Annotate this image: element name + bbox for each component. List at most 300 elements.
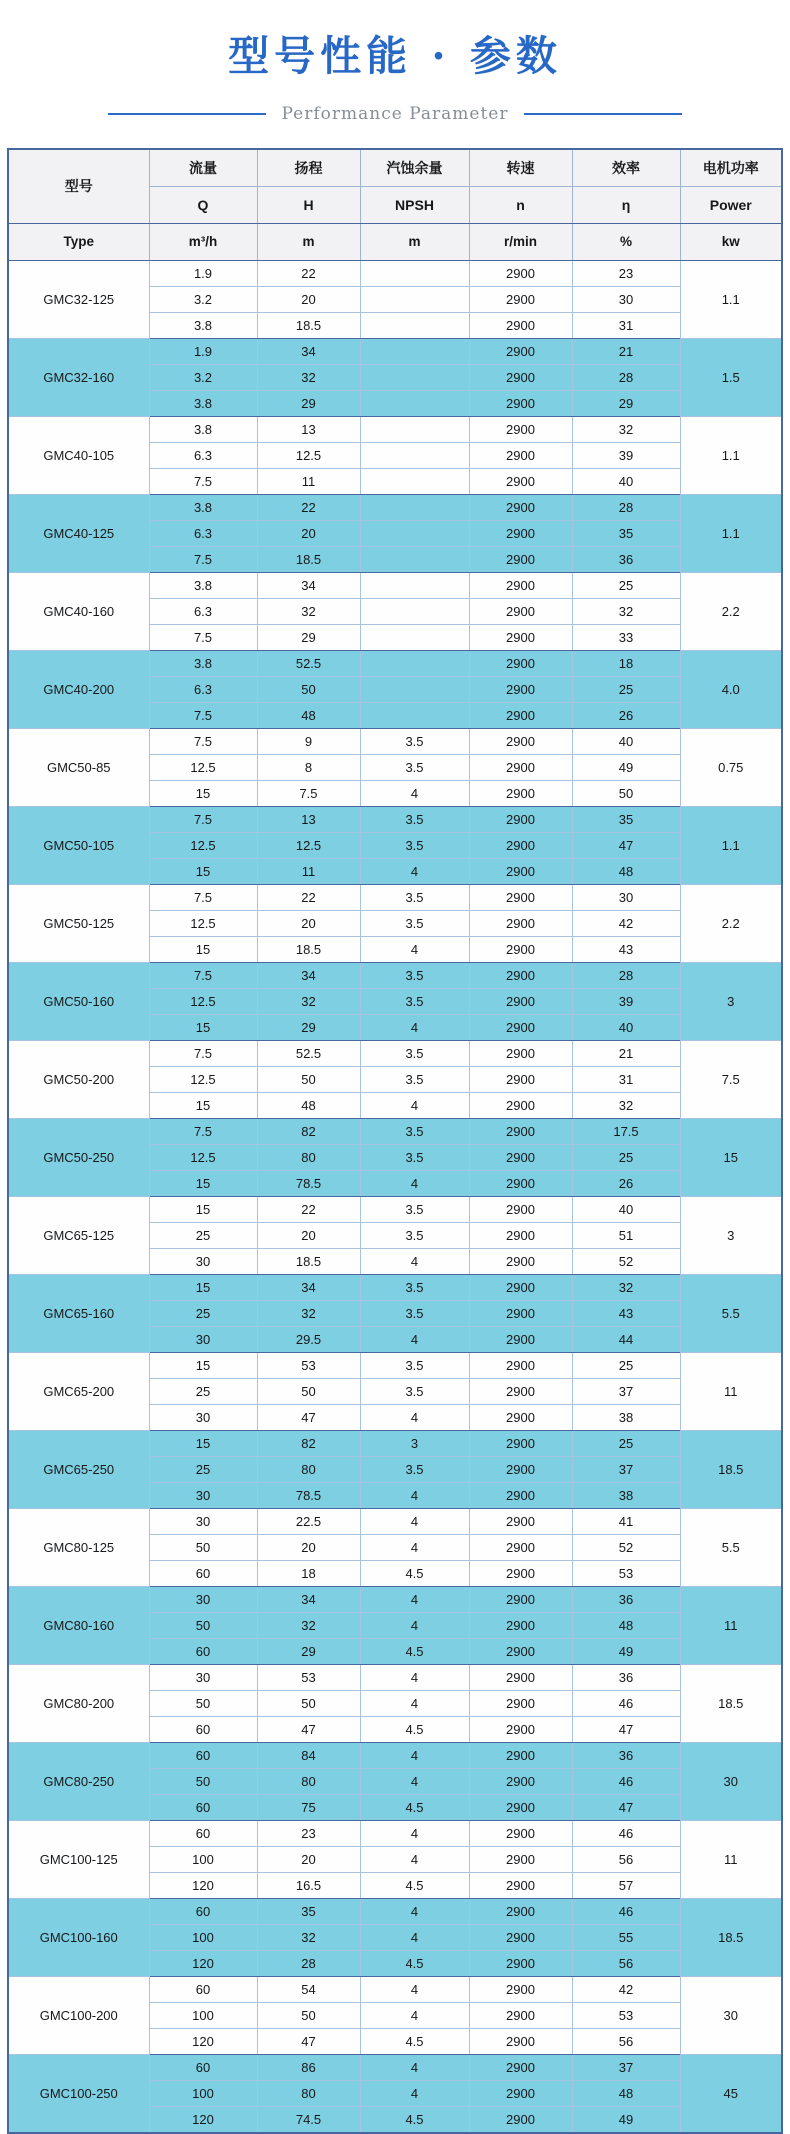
table-row bbox=[8, 1430, 782, 1456]
head-cell: 50 bbox=[257, 1690, 360, 1716]
head-cell: 34 bbox=[257, 338, 360, 364]
npsh-cell: 3 bbox=[360, 1430, 469, 1456]
efficiency-cell: 42 bbox=[572, 1976, 680, 2002]
head-cell: 47 bbox=[257, 1404, 360, 1430]
head-cell: 52.5 bbox=[257, 650, 360, 676]
npsh-cell: 4.5 bbox=[360, 1638, 469, 1664]
npsh-cell bbox=[360, 312, 469, 338]
head-cell: 78.5 bbox=[257, 1170, 360, 1196]
power-cell: 45 bbox=[680, 2054, 782, 2133]
head-cell: 80 bbox=[257, 1768, 360, 1794]
npsh-cell: 4.5 bbox=[360, 1950, 469, 1976]
head-cell: 29 bbox=[257, 390, 360, 416]
speed-cell: 2900 bbox=[469, 468, 572, 494]
flow-cell: 15 bbox=[149, 1430, 257, 1456]
npsh-cell: 3.5 bbox=[360, 806, 469, 832]
speed-cell: 2900 bbox=[469, 546, 572, 572]
model-cell: GMC80-160 bbox=[8, 1586, 149, 1664]
head-cell: 29 bbox=[257, 1014, 360, 1040]
col-header-npsh: 汽蚀余量 bbox=[360, 149, 469, 187]
npsh-cell: 4 bbox=[360, 1976, 469, 2002]
head-cell: 48 bbox=[257, 1092, 360, 1118]
efficiency-cell: 25 bbox=[572, 676, 680, 702]
speed-cell: 2900 bbox=[469, 1144, 572, 1170]
speed-cell: 2900 bbox=[469, 1040, 572, 1066]
table-header bbox=[8, 149, 782, 261]
speed-cell: 2900 bbox=[469, 936, 572, 962]
speed-cell: 2900 bbox=[469, 1066, 572, 1092]
power-cell: 1.1 bbox=[680, 260, 782, 338]
flow-cell: 25 bbox=[149, 1300, 257, 1326]
npsh-cell: 4 bbox=[360, 1846, 469, 1872]
flow-cell: 60 bbox=[149, 1716, 257, 1742]
efficiency-cell: 28 bbox=[572, 364, 680, 390]
speed-cell: 2900 bbox=[469, 962, 572, 988]
efficiency-cell: 48 bbox=[572, 858, 680, 884]
speed-cell: 2900 bbox=[469, 2054, 572, 2080]
speed-cell: 2900 bbox=[469, 1950, 572, 1976]
table-row bbox=[8, 1976, 782, 2002]
npsh-cell: 4 bbox=[360, 1924, 469, 1950]
efficiency-cell: 49 bbox=[572, 1638, 680, 1664]
col-header-head: 扬程 bbox=[257, 149, 360, 187]
efficiency-cell: 30 bbox=[572, 884, 680, 910]
head-cell: 22.5 bbox=[257, 1508, 360, 1534]
head-cell: 29 bbox=[257, 624, 360, 650]
speed-cell: 2900 bbox=[469, 338, 572, 364]
npsh-cell bbox=[360, 260, 469, 286]
speed-cell: 2900 bbox=[469, 1300, 572, 1326]
head-cell: 23 bbox=[257, 1820, 360, 1846]
col-symbol-speed: n bbox=[469, 186, 572, 223]
speed-cell: 2900 bbox=[469, 1170, 572, 1196]
npsh-cell: 3.5 bbox=[360, 728, 469, 754]
col-symbol-motor-power: Power bbox=[680, 186, 782, 223]
speed-cell: 2900 bbox=[469, 286, 572, 312]
subtitle-row bbox=[0, 104, 790, 124]
head-cell: 78.5 bbox=[257, 1482, 360, 1508]
npsh-cell bbox=[360, 702, 469, 728]
table-row bbox=[8, 416, 782, 442]
table-row bbox=[8, 962, 782, 988]
flow-cell: 60 bbox=[149, 1976, 257, 2002]
power-cell: 11 bbox=[680, 1586, 782, 1664]
speed-cell: 2900 bbox=[469, 1248, 572, 1274]
speed-cell: 2900 bbox=[469, 1196, 572, 1222]
efficiency-cell: 53 bbox=[572, 1560, 680, 1586]
npsh-cell: 3.5 bbox=[360, 962, 469, 988]
head-cell: 32 bbox=[257, 988, 360, 1014]
speed-cell: 2900 bbox=[469, 832, 572, 858]
power-cell: 5.5 bbox=[680, 1274, 782, 1352]
power-cell: 1.1 bbox=[680, 494, 782, 572]
power-cell: 3 bbox=[680, 1196, 782, 1274]
power-cell: 1.1 bbox=[680, 806, 782, 884]
flow-cell: 60 bbox=[149, 1742, 257, 1768]
table-row bbox=[8, 1586, 782, 1612]
speed-cell: 2900 bbox=[469, 1378, 572, 1404]
speed-cell: 2900 bbox=[469, 780, 572, 806]
head-cell: 13 bbox=[257, 806, 360, 832]
speed-cell: 2900 bbox=[469, 728, 572, 754]
model-cell: GMC100-250 bbox=[8, 2054, 149, 2133]
table-row bbox=[8, 806, 782, 832]
npsh-cell: 4 bbox=[360, 1092, 469, 1118]
power-cell: 0.75 bbox=[680, 728, 782, 806]
efficiency-cell: 51 bbox=[572, 1222, 680, 1248]
flow-cell: 30 bbox=[149, 1248, 257, 1274]
power-cell: 30 bbox=[680, 1976, 782, 2054]
head-cell: 53 bbox=[257, 1352, 360, 1378]
head-cell: 22 bbox=[257, 884, 360, 910]
efficiency-cell: 44 bbox=[572, 1326, 680, 1352]
speed-cell: 2900 bbox=[469, 1326, 572, 1352]
model-cell: GMC65-250 bbox=[8, 1430, 149, 1508]
power-cell: 2.2 bbox=[680, 572, 782, 650]
flow-cell: 30 bbox=[149, 1586, 257, 1612]
model-cell: GMC80-125 bbox=[8, 1508, 149, 1586]
flow-cell: 1.9 bbox=[149, 260, 257, 286]
power-cell: 18.5 bbox=[680, 1898, 782, 1976]
model-cell: GMC40-105 bbox=[8, 416, 149, 494]
npsh-cell: 3.5 bbox=[360, 754, 469, 780]
col-unit-motor-power: kw bbox=[680, 223, 782, 260]
flow-cell: 15 bbox=[149, 1014, 257, 1040]
head-cell: 48 bbox=[257, 702, 360, 728]
speed-cell: 2900 bbox=[469, 364, 572, 390]
speed-cell: 2900 bbox=[469, 416, 572, 442]
speed-cell: 2900 bbox=[469, 1456, 572, 1482]
speed-cell: 2900 bbox=[469, 1846, 572, 1872]
table-row bbox=[8, 1352, 782, 1378]
speed-cell: 2900 bbox=[469, 624, 572, 650]
head-cell: 32 bbox=[257, 1612, 360, 1638]
efficiency-cell: 46 bbox=[572, 1898, 680, 1924]
speed-cell: 2900 bbox=[469, 1716, 572, 1742]
col-symbol-head: H bbox=[257, 186, 360, 223]
efficiency-cell: 36 bbox=[572, 1586, 680, 1612]
table-row bbox=[8, 1664, 782, 1690]
head-cell: 32 bbox=[257, 1924, 360, 1950]
table-row bbox=[8, 572, 782, 598]
efficiency-cell: 56 bbox=[572, 1846, 680, 1872]
flow-cell: 15 bbox=[149, 1352, 257, 1378]
flow-cell: 3.2 bbox=[149, 286, 257, 312]
flow-cell: 12.5 bbox=[149, 1144, 257, 1170]
speed-cell: 2900 bbox=[469, 1690, 572, 1716]
speed-cell: 2900 bbox=[469, 1430, 572, 1456]
head-cell: 80 bbox=[257, 2080, 360, 2106]
npsh-cell bbox=[360, 364, 469, 390]
header-row-units bbox=[8, 223, 782, 260]
speed-cell: 2900 bbox=[469, 1924, 572, 1950]
efficiency-cell: 57 bbox=[572, 1872, 680, 1898]
head-cell: 74.5 bbox=[257, 2106, 360, 2133]
speed-cell: 2900 bbox=[469, 1664, 572, 1690]
efficiency-cell: 46 bbox=[572, 1820, 680, 1846]
efficiency-cell: 25 bbox=[572, 1430, 680, 1456]
subtitle-line-left bbox=[108, 113, 266, 115]
efficiency-cell: 43 bbox=[572, 936, 680, 962]
power-cell: 2.2 bbox=[680, 884, 782, 962]
npsh-cell bbox=[360, 676, 469, 702]
npsh-cell: 4 bbox=[360, 2054, 469, 2080]
flow-cell: 25 bbox=[149, 1378, 257, 1404]
flow-cell: 60 bbox=[149, 1820, 257, 1846]
efficiency-cell: 28 bbox=[572, 962, 680, 988]
npsh-cell: 3.5 bbox=[360, 988, 469, 1014]
npsh-cell: 4 bbox=[360, 1326, 469, 1352]
efficiency-cell: 35 bbox=[572, 520, 680, 546]
speed-cell: 2900 bbox=[469, 598, 572, 624]
efficiency-cell: 47 bbox=[572, 832, 680, 858]
flow-cell: 30 bbox=[149, 1326, 257, 1352]
efficiency-cell: 40 bbox=[572, 1014, 680, 1040]
table-body bbox=[8, 260, 782, 2133]
speed-cell: 2900 bbox=[469, 2080, 572, 2106]
head-cell: 20 bbox=[257, 1846, 360, 1872]
head-cell: 9 bbox=[257, 728, 360, 754]
power-cell: 4.0 bbox=[680, 650, 782, 728]
npsh-cell: 4.5 bbox=[360, 1716, 469, 1742]
head-cell: 22 bbox=[257, 260, 360, 286]
head-cell: 11 bbox=[257, 468, 360, 494]
model-cell: GMC50-160 bbox=[8, 962, 149, 1040]
npsh-cell bbox=[360, 650, 469, 676]
npsh-cell bbox=[360, 572, 469, 598]
flow-cell: 6.3 bbox=[149, 676, 257, 702]
speed-cell: 2900 bbox=[469, 1014, 572, 1040]
head-cell: 16.5 bbox=[257, 1872, 360, 1898]
head-cell: 12.5 bbox=[257, 442, 360, 468]
npsh-cell: 4 bbox=[360, 1014, 469, 1040]
power-cell: 18.5 bbox=[680, 1664, 782, 1742]
speed-cell: 2900 bbox=[469, 806, 572, 832]
efficiency-cell: 25 bbox=[572, 1144, 680, 1170]
head-cell: 8 bbox=[257, 754, 360, 780]
efficiency-cell: 40 bbox=[572, 728, 680, 754]
flow-cell: 6.3 bbox=[149, 442, 257, 468]
efficiency-cell: 56 bbox=[572, 2028, 680, 2054]
flow-cell: 7.5 bbox=[149, 884, 257, 910]
efficiency-cell: 29 bbox=[572, 390, 680, 416]
flow-cell: 15 bbox=[149, 1196, 257, 1222]
speed-cell: 2900 bbox=[469, 572, 572, 598]
table-row bbox=[8, 1820, 782, 1846]
model-cell: GMC65-160 bbox=[8, 1274, 149, 1352]
flow-cell: 7.5 bbox=[149, 728, 257, 754]
npsh-cell bbox=[360, 338, 469, 364]
head-cell: 52.5 bbox=[257, 1040, 360, 1066]
model-cell: GMC100-200 bbox=[8, 1976, 149, 2054]
head-cell: 18.5 bbox=[257, 1248, 360, 1274]
table-row bbox=[8, 1508, 782, 1534]
flow-cell: 15 bbox=[149, 780, 257, 806]
head-cell: 12.5 bbox=[257, 832, 360, 858]
efficiency-cell: 52 bbox=[572, 1534, 680, 1560]
flow-cell: 7.5 bbox=[149, 546, 257, 572]
npsh-cell: 3.5 bbox=[360, 1352, 469, 1378]
npsh-cell: 4.5 bbox=[360, 2106, 469, 2133]
head-cell: 13 bbox=[257, 416, 360, 442]
speed-cell: 2900 bbox=[469, 1118, 572, 1144]
npsh-cell: 4 bbox=[360, 1898, 469, 1924]
efficiency-cell: 30 bbox=[572, 286, 680, 312]
performance-table bbox=[7, 148, 783, 2134]
speed-cell: 2900 bbox=[469, 1898, 572, 1924]
efficiency-cell: 52 bbox=[572, 1248, 680, 1274]
flow-cell: 25 bbox=[149, 1456, 257, 1482]
speed-cell: 2900 bbox=[469, 676, 572, 702]
head-cell: 80 bbox=[257, 1144, 360, 1170]
npsh-cell: 4 bbox=[360, 1768, 469, 1794]
head-cell: 29.5 bbox=[257, 1326, 360, 1352]
head-cell: 32 bbox=[257, 598, 360, 624]
npsh-cell: 4 bbox=[360, 2080, 469, 2106]
efficiency-cell: 43 bbox=[572, 1300, 680, 1326]
speed-cell: 2900 bbox=[469, 494, 572, 520]
efficiency-cell: 53 bbox=[572, 2002, 680, 2028]
table-row bbox=[8, 728, 782, 754]
efficiency-cell: 32 bbox=[572, 1274, 680, 1300]
page-subtitle: Performance Parameter bbox=[281, 103, 509, 124]
power-cell: 15 bbox=[680, 1118, 782, 1196]
efficiency-cell: 49 bbox=[572, 754, 680, 780]
head-cell: 82 bbox=[257, 1118, 360, 1144]
flow-cell: 120 bbox=[149, 2106, 257, 2133]
npsh-cell: 3.5 bbox=[360, 1300, 469, 1326]
model-cell: GMC65-200 bbox=[8, 1352, 149, 1430]
speed-cell: 2900 bbox=[469, 858, 572, 884]
npsh-cell: 4 bbox=[360, 858, 469, 884]
head-cell: 7.5 bbox=[257, 780, 360, 806]
speed-cell: 2900 bbox=[469, 884, 572, 910]
table-row bbox=[8, 2054, 782, 2080]
speed-cell: 2900 bbox=[469, 754, 572, 780]
head-cell: 50 bbox=[257, 676, 360, 702]
head-cell: 50 bbox=[257, 1066, 360, 1092]
speed-cell: 2900 bbox=[469, 1508, 572, 1534]
flow-cell: 3.8 bbox=[149, 650, 257, 676]
speed-cell: 2900 bbox=[469, 1352, 572, 1378]
head-cell: 22 bbox=[257, 494, 360, 520]
npsh-cell: 4 bbox=[360, 1586, 469, 1612]
model-cell: GMC50-105 bbox=[8, 806, 149, 884]
power-cell: 5.5 bbox=[680, 1508, 782, 1586]
speed-cell: 2900 bbox=[469, 1794, 572, 1820]
efficiency-cell: 18 bbox=[572, 650, 680, 676]
header-row-names bbox=[8, 149, 782, 187]
head-cell: 18.5 bbox=[257, 546, 360, 572]
flow-cell: 1.9 bbox=[149, 338, 257, 364]
efficiency-cell: 48 bbox=[572, 2080, 680, 2106]
flow-cell: 100 bbox=[149, 1924, 257, 1950]
efficiency-cell: 42 bbox=[572, 910, 680, 936]
head-cell: 75 bbox=[257, 1794, 360, 1820]
efficiency-cell: 31 bbox=[572, 312, 680, 338]
flow-cell: 12.5 bbox=[149, 754, 257, 780]
head-cell: 18.5 bbox=[257, 936, 360, 962]
speed-cell: 2900 bbox=[469, 1768, 572, 1794]
efficiency-cell: 40 bbox=[572, 1196, 680, 1222]
table-row bbox=[8, 1196, 782, 1222]
efficiency-cell: 55 bbox=[572, 1924, 680, 1950]
flow-cell: 12.5 bbox=[149, 988, 257, 1014]
table-row bbox=[8, 884, 782, 910]
col-unit-efficiency: % bbox=[572, 223, 680, 260]
efficiency-cell: 33 bbox=[572, 624, 680, 650]
npsh-cell: 4.5 bbox=[360, 1560, 469, 1586]
npsh-cell: 4 bbox=[360, 1404, 469, 1430]
speed-cell: 2900 bbox=[469, 1612, 572, 1638]
speed-cell: 2900 bbox=[469, 520, 572, 546]
head-cell: 20 bbox=[257, 286, 360, 312]
speed-cell: 2900 bbox=[469, 390, 572, 416]
npsh-cell: 4 bbox=[360, 1820, 469, 1846]
col-unit-model: Type bbox=[8, 223, 149, 260]
col-header-efficiency: 效率 bbox=[572, 149, 680, 187]
flow-cell: 15 bbox=[149, 1092, 257, 1118]
head-cell: 29 bbox=[257, 1638, 360, 1664]
flow-cell: 15 bbox=[149, 858, 257, 884]
efficiency-cell: 38 bbox=[572, 1404, 680, 1430]
flow-cell: 7.5 bbox=[149, 468, 257, 494]
npsh-cell: 4 bbox=[360, 1690, 469, 1716]
head-cell: 22 bbox=[257, 1196, 360, 1222]
speed-cell: 2900 bbox=[469, 1742, 572, 1768]
flow-cell: 7.5 bbox=[149, 1040, 257, 1066]
col-symbol-npsh: NPSH bbox=[360, 186, 469, 223]
flow-cell: 30 bbox=[149, 1508, 257, 1534]
flow-cell: 7.5 bbox=[149, 806, 257, 832]
efficiency-cell: 37 bbox=[572, 1456, 680, 1482]
flow-cell: 25 bbox=[149, 1222, 257, 1248]
table-row bbox=[8, 1118, 782, 1144]
npsh-cell: 4.5 bbox=[360, 2028, 469, 2054]
head-cell: 34 bbox=[257, 1274, 360, 1300]
npsh-cell: 3.5 bbox=[360, 910, 469, 936]
speed-cell: 2900 bbox=[469, 2002, 572, 2028]
page-title: 型号性能 · 参数 bbox=[228, 32, 562, 80]
efficiency-cell: 25 bbox=[572, 1352, 680, 1378]
head-cell: 18 bbox=[257, 1560, 360, 1586]
power-cell: 1.1 bbox=[680, 416, 782, 494]
model-cell: GMC80-200 bbox=[8, 1664, 149, 1742]
head-cell: 80 bbox=[257, 1456, 360, 1482]
efficiency-cell: 47 bbox=[572, 1794, 680, 1820]
head-cell: 28 bbox=[257, 1950, 360, 1976]
flow-cell: 3.2 bbox=[149, 364, 257, 390]
speed-cell: 2900 bbox=[469, 1274, 572, 1300]
speed-cell: 2900 bbox=[469, 988, 572, 1014]
flow-cell: 3.8 bbox=[149, 312, 257, 338]
npsh-cell: 4 bbox=[360, 2002, 469, 2028]
efficiency-cell: 41 bbox=[572, 1508, 680, 1534]
npsh-cell: 3.5 bbox=[360, 884, 469, 910]
table-row bbox=[8, 338, 782, 364]
table-row bbox=[8, 494, 782, 520]
npsh-cell bbox=[360, 598, 469, 624]
head-cell: 34 bbox=[257, 962, 360, 988]
power-cell: 7.5 bbox=[680, 1040, 782, 1118]
flow-cell: 30 bbox=[149, 1664, 257, 1690]
flow-cell: 120 bbox=[149, 1872, 257, 1898]
npsh-cell: 3.5 bbox=[360, 1040, 469, 1066]
speed-cell: 2900 bbox=[469, 1482, 572, 1508]
speed-cell: 2900 bbox=[469, 1560, 572, 1586]
efficiency-cell: 46 bbox=[572, 1690, 680, 1716]
efficiency-cell: 40 bbox=[572, 468, 680, 494]
